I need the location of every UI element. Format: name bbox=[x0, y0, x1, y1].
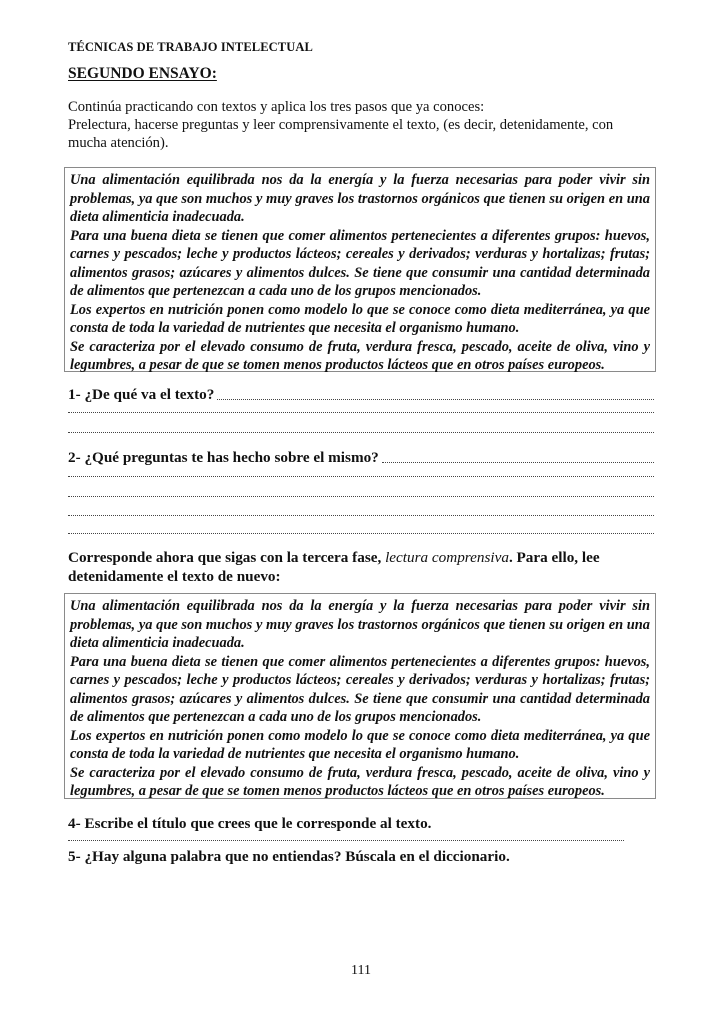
reading-paragraph: Una alimentación equilibrada nos da la energía y la fuerza necesarias para poder vivir sin problemas, ya que son muchos y muy graves los trastornos orgánicos que tienen su origen en una dieta alimenticia inadecuada. bbox=[70, 172, 650, 225]
answer-line[interactable] bbox=[68, 531, 654, 534]
reading-paragraph: Para una buena dieta se tienen que comer alimentos pertenecientes a diferentes grupos: huevos, carnes y pescados; leche y productos lácteos; cereales y derivados; verduras y hortalizas; frutas; alimentos grasos; azúcares y alimentos dulces. Se tiene que consumir una cantidad determinada de alimentos que pertenezcan a cada uno de los grupos mencionados. bbox=[70, 227, 650, 299]
intro-line: Continúa practicando con textos y aplica los tres pasos que ya conoces: bbox=[68, 99, 485, 115]
intro-text bbox=[68, 98, 658, 152]
reading-paragraph: Los expertos en nutrición ponen como modelo lo que se conoce como dieta mediterránea, ya que consta de toda la variedad de nutrientes que necesita el organismo humano. bbox=[70, 301, 650, 336]
answer-line[interactable] bbox=[382, 462, 654, 463]
answer-line[interactable] bbox=[217, 399, 654, 400]
question-4-label: 4- Escribe el título que crees que le corresponde al texto. bbox=[68, 815, 432, 832]
answer-line[interactable] bbox=[68, 430, 654, 433]
reading-paragraph: Para una buena dieta se tienen que comer alimentos pertenecientes a diferentes grupos: huevos, carnes y pescados; leche y productos lácteos; cereales y derivados; verduras y hortalizas; frutas; alimentos grasos; azúcares y alimentos dulces. Se tiene que consumir una cantidad determinada de alimentos que pertenezcan a cada uno de los grupos mencionados. bbox=[70, 653, 650, 725]
page-number: 111 bbox=[351, 963, 371, 978]
reading-paragraph: Se caracteriza por el elevado consumo de fruta, verdura fresca, pescado, aceite de oliva, vino y legumbres, a pesar de que se tomen menos productos lácteos que en otros países europeos. bbox=[70, 764, 650, 799]
answer-line[interactable] bbox=[68, 410, 654, 413]
instruction-after: . Para ello, lee detenidamente el texto de nuevo: bbox=[68, 549, 600, 585]
reading-text-box-repeat bbox=[64, 593, 656, 799]
answer-line[interactable] bbox=[68, 474, 654, 477]
instruction-text bbox=[68, 548, 628, 586]
instruction-before: Corresponde ahora que sigas con la tercera fase, bbox=[68, 549, 386, 566]
reading-paragraph: Se caracteriza por el elevado consumo de fruta, verdura fresca, pescado, aceite de oliva, vino y legumbres, a pesar de que se tomen menos productos lácteos que en otros países europeos. bbox=[70, 338, 650, 373]
reading-text-box bbox=[64, 167, 656, 372]
reading-paragraph: Los expertos en nutrición ponen como modelo lo que se conoce como dieta mediterránea, ya que consta de toda la variedad de nutrientes que necesita el organismo humano. bbox=[70, 727, 650, 762]
answer-line[interactable] bbox=[68, 494, 654, 497]
section-title: SEGUNDO ENSAYO: bbox=[68, 65, 217, 82]
question-1-label: 1- ¿De qué va el texto? bbox=[68, 386, 215, 403]
instruction-emphasis: lectura comprensiva bbox=[385, 549, 509, 566]
answer-line[interactable] bbox=[68, 513, 654, 516]
intro-line: Prelectura, hacerse preguntas y leer comprensivamente el texto, (es decir, detenidamente, con bbox=[68, 117, 614, 133]
question-2 bbox=[68, 449, 654, 467]
running-header: TÉCNICAS DE TRABAJO INTELECTUAL bbox=[68, 40, 313, 54]
question-1 bbox=[68, 386, 654, 404]
question-2-label: 2- ¿Qué preguntas te has hecho sobre el mismo? bbox=[68, 449, 379, 466]
reading-paragraph: Una alimentación equilibrada nos da la energía y la fuerza necesarias para poder vivir sin problemas, ya que son muchos y muy graves los trastornos orgánicos que tienen su origen en una dieta alimenticia inadecuada. bbox=[70, 598, 650, 651]
answer-line[interactable] bbox=[68, 838, 624, 841]
intro-line: mucha atención). bbox=[68, 135, 169, 151]
question-5-label: 5- ¿Hay alguna palabra que no entiendas? Búscala en el diccionario. bbox=[68, 848, 510, 865]
